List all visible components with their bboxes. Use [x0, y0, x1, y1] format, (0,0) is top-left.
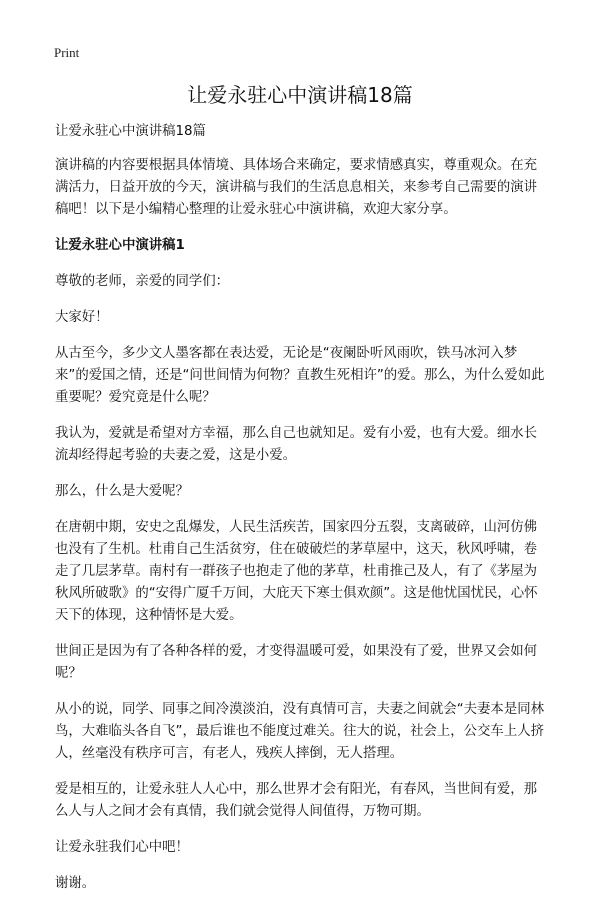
section-heading: 让爱永驻心中演讲稿1 — [55, 238, 185, 253]
paragraph-body: 世间正是因为有了各种各样的爱，才变得温暖可爱，如果没有了爱，世界又会如何呢？ — [55, 644, 538, 681]
paragraph-body: 那么，什么是大爱呢？ — [55, 484, 189, 499]
paragraph-closing: 让爱永驻我们心中吧！ — [55, 840, 189, 855]
intro-paragraph: 演讲稿的内容要根据具体情境、具体场合来确定，要求情感真实，尊重观众。在充满活力，日益开放的今天，演讲稿与我们的生活息息相关，来参考自己需要的演讲稿吧！以下是小编精心整理的让爱永驻心中演讲稿，欢迎大家分享。 — [55, 158, 538, 217]
paragraph-body: 我认为，爱就是希望对方幸福，那么自己也就知足。爱有小爱，也有大爱。细水长流却经得起考验的夫妻之爱，这是小爱。 — [55, 426, 538, 463]
document-body — [55, 121, 550, 909]
paragraph-body: 爱是相互的，让爱永驻人人心中，那么世界才会有阳光，有春风，当世间有爱，那么人与人之间才会有真情，我们就会觉得人间值得，万物可期。 — [55, 782, 538, 819]
paragraph-body: 在唐朝中期，安史之乱爆发，人民生活疾苦，国家四分五裂，支离破碎，山河仿佛也没有了生机。杜甫自己生活贫穷，住在破破烂的茅草屋中，这天，秋风呼啸，卷走了几层茅草。南村有一群孩子也抱走了他的茅草，杜甫推己及人，有了《茅屋为秋风所破歌》的“安得广厦千万间，大庇天下寒士俱欢颜”。这是他忧国忧民，心怀天下的体现，这种情怀是大爱。 — [55, 520, 538, 623]
page-title: 让爱永驻心中演讲稿18篇 — [187, 83, 413, 107]
paragraph-greeting: 大家好！ — [55, 310, 109, 325]
document-subtitle: 让爱永驻心中演讲稿18篇 — [55, 124, 206, 139]
paragraph-body: 从小的说，同学、同事之间冷漠淡泊，没有真情可言，夫妻之间就会“夫妻本是同林鸟，大难临头各自飞”，最后谁也不能度过难关。往大的说，社会上，公交车上人挤人，丝毫没有秩序可言，有老人，残疾人摔倒，无人搭理。 — [55, 702, 544, 761]
paragraph-body: 从古至今，多少文人墨客都在表达爱，无论是“夜阑卧听风雨吹，铁马冰河入梦来”的爱国之情，还是“问世间情为何物？直教生死相许”的爱。那么，为什么爱如此重要呢？爱究竟是什么呢？ — [55, 346, 545, 405]
print-link[interactable]: Print — [54, 45, 80, 60]
paragraph-salutation: 尊敬的老师，亲爱的同学们： — [55, 274, 230, 289]
paragraph-thanks: 谢谢。 — [55, 876, 96, 891]
